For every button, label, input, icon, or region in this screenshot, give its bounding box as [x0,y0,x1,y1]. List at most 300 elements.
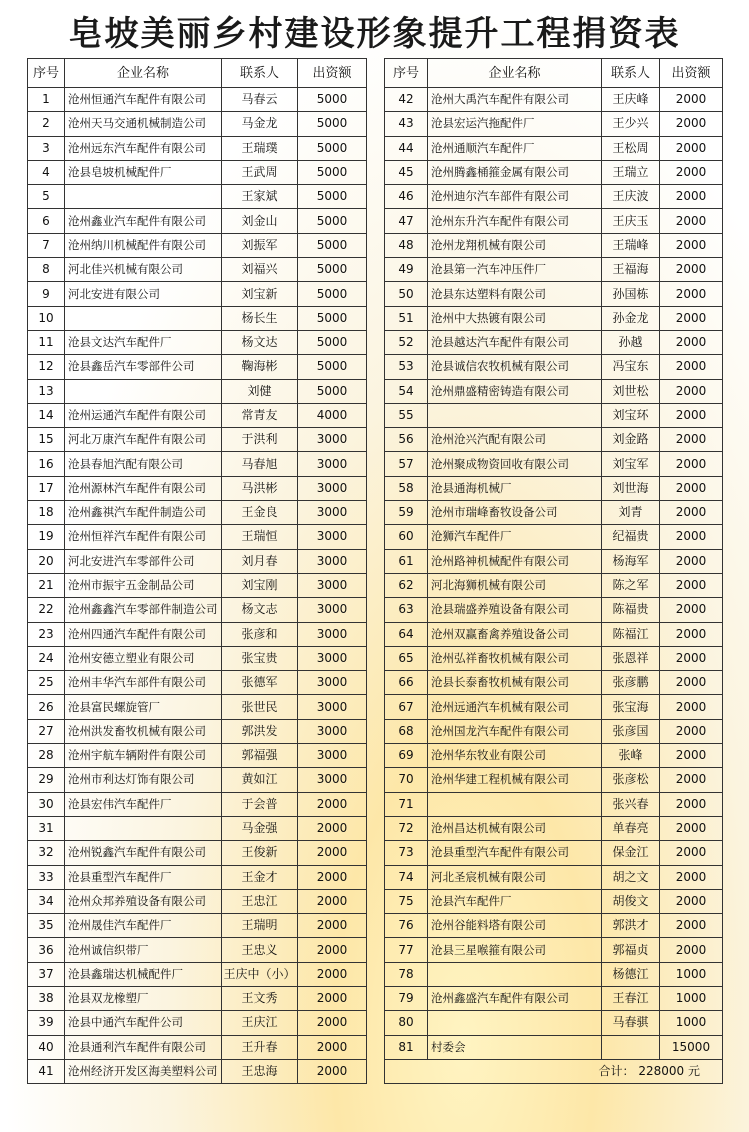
amount: 2000 [660,330,723,354]
amount: 3000 [298,719,367,743]
row-number: 5 [28,185,65,209]
company-name [65,185,222,209]
contact-name: 单春亮 [602,816,660,840]
company-name: 沧县瑞盛养殖设备有限公司 [428,598,602,622]
contact-name: 王家斌 [222,185,298,209]
amount: 2000 [660,452,723,476]
row-number: 3 [28,136,65,160]
table-row [385,914,723,938]
table-row [385,282,723,306]
row-number: 1 [28,88,65,112]
contact-name: 杨长生 [222,306,298,330]
row-number: 59 [385,501,428,525]
contact-name: 张兴春 [602,792,660,816]
row-number: 79 [385,986,428,1010]
contact-name: 于会普 [222,792,298,816]
table-row [28,792,367,816]
row-number: 6 [28,209,65,233]
company-name: 沧县双龙橡塑厂 [65,986,222,1010]
amount: 2000 [660,282,723,306]
company-name: 沧县汽车配件厂 [428,889,602,913]
contact-name: 郭福强 [222,744,298,768]
contact-name: 郭洪发 [222,719,298,743]
row-number: 10 [28,306,65,330]
row-number: 26 [28,695,65,719]
contact-name: 王忠海 [222,1059,298,1083]
amount: 3000 [298,428,367,452]
row-number: 20 [28,549,65,573]
table-row [28,330,367,354]
row-number: 17 [28,476,65,500]
contact-name: 刘振军 [222,233,298,257]
row-number: 42 [385,88,428,112]
row-number: 48 [385,233,428,257]
table-row [385,573,723,597]
amount: 2000 [298,816,367,840]
company-name: 沧州迪尔汽车部件有限公司 [428,185,602,209]
company-name: 沧县诚信农牧机械有限公司 [428,355,602,379]
company-name: 沧州众邦养殖设备有限公司 [65,889,222,913]
company-name: 沧州恒通汽车配件有限公司 [65,88,222,112]
row-number: 56 [385,428,428,452]
header-row [28,59,367,88]
contact-name: 刘青 [602,501,660,525]
company-name: 沧狮汽车配件厂 [428,525,602,549]
contact-name: 王俊新 [222,841,298,865]
row-number: 30 [28,792,65,816]
company-name: 沧县越达汽车配件有限公司 [428,330,602,354]
amount: 2000 [660,160,723,184]
row-number: 35 [28,914,65,938]
table-row [28,841,367,865]
company-name: 沧县通海机械厂 [428,476,602,500]
row-number: 57 [385,452,428,476]
company-name: 沧州远通汽车机械有限公司 [428,695,602,719]
table-row [385,865,723,889]
company-name: 沧州昌达机械有限公司 [428,816,602,840]
amount: 2000 [660,379,723,403]
table-row [28,233,367,257]
table-row [385,452,723,476]
table-row [28,598,367,622]
contact-name: 刘宝军 [602,452,660,476]
row-number: 64 [385,622,428,646]
table-row [28,816,367,840]
amount: 2000 [660,816,723,840]
amount: 5000 [298,258,367,282]
contact-name: 张世民 [222,695,298,719]
row-number: 19 [28,525,65,549]
amount: 3000 [298,598,367,622]
amount: 3000 [298,525,367,549]
row-number: 51 [385,306,428,330]
row-number: 75 [385,889,428,913]
table-row [28,549,367,573]
table-row [385,306,723,330]
contact-name: 冯宝东 [602,355,660,379]
row-number: 37 [28,962,65,986]
contact-name: 王庆江 [222,1011,298,1035]
amount: 3000 [298,646,367,670]
company-name: 沧州运通汽车配件有限公司 [65,403,222,427]
table-row [385,185,723,209]
row-number: 40 [28,1035,65,1059]
contact-name: 刘金山 [222,209,298,233]
contact-name: 常青友 [222,403,298,427]
amount: 2000 [660,914,723,938]
table-row [28,209,367,233]
amount: 1000 [660,1011,723,1035]
header-contact: 联系人 [222,59,298,88]
amount: 2000 [660,306,723,330]
contact-name: 张彦和 [222,622,298,646]
amount: 1000 [660,986,723,1010]
amount: 5000 [298,136,367,160]
amount: 2000 [660,622,723,646]
table-row [28,573,367,597]
contact-name: 王瑞恒 [222,525,298,549]
company-name: 沧州通顺汽车配件厂 [428,136,602,160]
row-number: 58 [385,476,428,500]
company-name: 沧州腾鑫桶箍金属有限公司 [428,160,602,184]
company-name: 沧县鑫瑞达机械配件厂 [65,962,222,986]
row-number: 54 [385,379,428,403]
row-number: 16 [28,452,65,476]
amount: 2000 [660,865,723,889]
amount: 2000 [660,403,723,427]
row-number: 25 [28,671,65,695]
row-number: 70 [385,768,428,792]
table-row [28,744,367,768]
row-number: 34 [28,889,65,913]
amount: 3000 [298,549,367,573]
contact-name: 刘金路 [602,428,660,452]
row-number: 39 [28,1011,65,1035]
contact-name: 张宝海 [602,695,660,719]
row-number: 78 [385,962,428,986]
header-no: 序号 [385,59,428,88]
contact-name: 王庆中（小） [222,962,298,986]
table-row [385,768,723,792]
amount: 2000 [660,355,723,379]
amount: 5000 [298,88,367,112]
row-number: 24 [28,646,65,670]
contact-name: 王文秀 [222,986,298,1010]
contact-name: 王金才 [222,865,298,889]
contact-name: 马春骐 [602,1011,660,1035]
contact-name: 黄如江 [222,768,298,792]
amount: 2000 [660,428,723,452]
table-row [28,428,367,452]
amount: 5000 [298,209,367,233]
amount: 5000 [298,185,367,209]
company-name: 河北安进汽车零部件公司 [65,549,222,573]
table-row [28,1035,367,1059]
row-number: 76 [385,914,428,938]
company-name: 沧州恒祥汽车配件有限公司 [65,525,222,549]
amount: 2000 [660,476,723,500]
row-number: 68 [385,719,428,743]
company-name: 沧州源林汽车配件有限公司 [65,476,222,500]
amount: 3000 [298,622,367,646]
header-no: 序号 [28,59,65,88]
header-company: 企业名称 [65,59,222,88]
amount: 4000 [298,403,367,427]
company-name: 沧县重型汽车配件厂 [65,865,222,889]
row-number: 41 [28,1059,65,1083]
company-name: 沧县第一汽车冲压件厂 [428,258,602,282]
table-row [385,986,723,1010]
header-amount: 出资额 [298,59,367,88]
amount: 2000 [660,792,723,816]
company-name: 沧县重型汽车配件有限公司 [428,841,602,865]
company-name: 河北佳兴机械有限公司 [65,258,222,282]
company-name: 沧县文达汽车配件厂 [65,330,222,354]
contact-name: 王松周 [602,136,660,160]
amount: 2000 [660,671,723,695]
table-row [385,1035,723,1059]
table-row [385,258,723,282]
table-row [28,88,367,112]
row-number: 18 [28,501,65,525]
table-row [28,889,367,913]
amount: 2000 [660,841,723,865]
row-number: 14 [28,403,65,427]
amount: 2000 [660,744,723,768]
company-name: 沧州远东汽车配件有限公司 [65,136,222,160]
company-name: 沧州华建工程机械有限公司 [428,768,602,792]
row-number: 46 [385,185,428,209]
table-row [385,938,723,962]
row-number: 50 [385,282,428,306]
row-number: 74 [385,865,428,889]
table-row [28,306,367,330]
row-number: 47 [385,209,428,233]
table-row [385,841,723,865]
row-number: 44 [385,136,428,160]
donation-table-left [27,58,367,1084]
company-name: 沧州安德立塑业有限公司 [65,646,222,670]
amount: 2000 [298,986,367,1010]
row-number: 29 [28,768,65,792]
company-name: 沧县长泰畜牧机械有限公司 [428,671,602,695]
contact-name: 刘世松 [602,379,660,403]
company-name: 河北安进有限公司 [65,282,222,306]
row-number: 60 [385,525,428,549]
row-number: 8 [28,258,65,282]
row-number: 4 [28,160,65,184]
contact-name: 刘宝环 [602,403,660,427]
contact-name: 孙金龙 [602,306,660,330]
table-row [28,185,367,209]
contact-name: 马金龙 [222,112,298,136]
contact-name: 杨海军 [602,549,660,573]
contact-name: 纪福贵 [602,525,660,549]
company-name [65,379,222,403]
amount: 2000 [298,938,367,962]
company-name [65,306,222,330]
contact-name: 王瑞峰 [602,233,660,257]
table-row [28,914,367,938]
company-name: 沧县鑫岳汽车零部件公司 [65,355,222,379]
table-row [28,695,367,719]
table-row [385,695,723,719]
row-number: 62 [385,573,428,597]
table-row [385,428,723,452]
contact-name: 王春江 [602,986,660,1010]
company-name: 沧县三星喉箍有限公司 [428,938,602,962]
company-name: 沧州锐鑫汽车配件有限公司 [65,841,222,865]
row-number: 67 [385,695,428,719]
company-name: 沧州沧兴汽配有限公司 [428,428,602,452]
contact-name: 陈之军 [602,573,660,597]
amount: 3000 [298,744,367,768]
table-row [385,136,723,160]
contact-name: 马洪彬 [222,476,298,500]
row-number: 65 [385,646,428,670]
contact-name: 刘宝刚 [222,573,298,597]
company-name: 沧县东达塑料有限公司 [428,282,602,306]
company-name: 沧州弘祥畜牧机械有限公司 [428,646,602,670]
contact-name: 鞠海彬 [222,355,298,379]
amount: 2000 [298,962,367,986]
contact-name: 王瑞明 [222,914,298,938]
amount: 2000 [660,889,723,913]
amount: 2000 [660,136,723,160]
row-number: 77 [385,938,428,962]
contact-name: 于洪利 [222,428,298,452]
table-row [385,403,723,427]
contact-name: 王金良 [222,501,298,525]
contact-name: 刘健 [222,379,298,403]
company-name: 沧州市利达灯饰有限公司 [65,768,222,792]
company-name: 村委会 [428,1035,602,1059]
contact-name: 张德军 [222,671,298,695]
company-name: 沧州中大热镀有限公司 [428,306,602,330]
amount: 5000 [298,282,367,306]
table-row [385,355,723,379]
amount: 2000 [660,598,723,622]
company-name: 河北万康汽车配件有限公司 [65,428,222,452]
total-amount: 合计： 228000 元 [385,1059,723,1083]
amount: 2000 [660,768,723,792]
company-name: 沧州经济开发区海美塑料公司 [65,1059,222,1083]
table-row [28,1059,367,1083]
row-number: 28 [28,744,65,768]
table-row [28,258,367,282]
contact-name: 杨德江 [602,962,660,986]
table-row [28,671,367,695]
table-row [28,112,367,136]
company-name: 沧州市瑞峰畜牧设备公司 [428,501,602,525]
amount: 2000 [660,501,723,525]
table-row [385,816,723,840]
amount: 3000 [298,768,367,792]
table-row [28,622,367,646]
header-row [385,59,723,88]
company-name [428,962,602,986]
table-row [28,282,367,306]
company-name: 沧州宇航车辆附件有限公司 [65,744,222,768]
table-row [28,355,367,379]
amount: 2000 [660,525,723,549]
amount: 2000 [660,258,723,282]
donation-table-right [384,58,723,1084]
company-name: 沧州天马交通机械制造公司 [65,112,222,136]
row-number: 45 [385,160,428,184]
row-number: 11 [28,330,65,354]
row-number: 52 [385,330,428,354]
table-row [28,452,367,476]
company-name: 沧州丰华汽车部件有限公司 [65,671,222,695]
amount: 3000 [298,476,367,500]
amount: 2000 [298,841,367,865]
contact-name: 杨文志 [222,598,298,622]
row-number: 32 [28,841,65,865]
company-name: 沧县皂坡机械配件厂 [65,160,222,184]
row-number: 21 [28,573,65,597]
table-row [28,719,367,743]
amount: 3000 [298,573,367,597]
contact-name: 张恩祥 [602,646,660,670]
table-row [28,403,367,427]
row-number: 63 [385,598,428,622]
contact-name: 郭洪才 [602,914,660,938]
table-row [385,962,723,986]
company-name: 沧州谷能料塔有限公司 [428,914,602,938]
table-row [385,1011,723,1035]
row-number: 15 [28,428,65,452]
amount: 3000 [298,671,367,695]
header-contact: 联系人 [602,59,660,88]
contact-name: 王武周 [222,160,298,184]
company-name: 沧州洪发畜牧机械有限公司 [65,719,222,743]
company-name [428,403,602,427]
contact-name: 胡之文 [602,865,660,889]
table-row [385,549,723,573]
company-name: 沧州路神机械配件有限公司 [428,549,602,573]
row-number: 72 [385,816,428,840]
contact-name: 王庆波 [602,185,660,209]
amount: 2000 [298,914,367,938]
table-row [385,646,723,670]
table-row [28,986,367,1010]
table-row [28,501,367,525]
company-name: 沧县春旭汽配有限公司 [65,452,222,476]
company-name: 沧州双赢畜禽养殖设备公司 [428,622,602,646]
company-name [428,792,602,816]
contact-name: 王福海 [602,258,660,282]
amount: 2000 [660,646,723,670]
amount: 2000 [660,185,723,209]
row-number: 66 [385,671,428,695]
row-number: 69 [385,744,428,768]
amount: 15000 [660,1035,723,1059]
row-number: 31 [28,816,65,840]
table-row [385,501,723,525]
contact-name: 陈福江 [602,622,660,646]
amount: 2000 [660,938,723,962]
company-name: 沧州国龙汽车配件有限公司 [428,719,602,743]
table-row [385,209,723,233]
amount: 2000 [660,695,723,719]
header-amount: 出资额 [660,59,723,88]
company-name [65,816,222,840]
row-number: 9 [28,282,65,306]
contact-name: 张宝贵 [222,646,298,670]
amount: 2000 [660,573,723,597]
table-row [385,889,723,913]
